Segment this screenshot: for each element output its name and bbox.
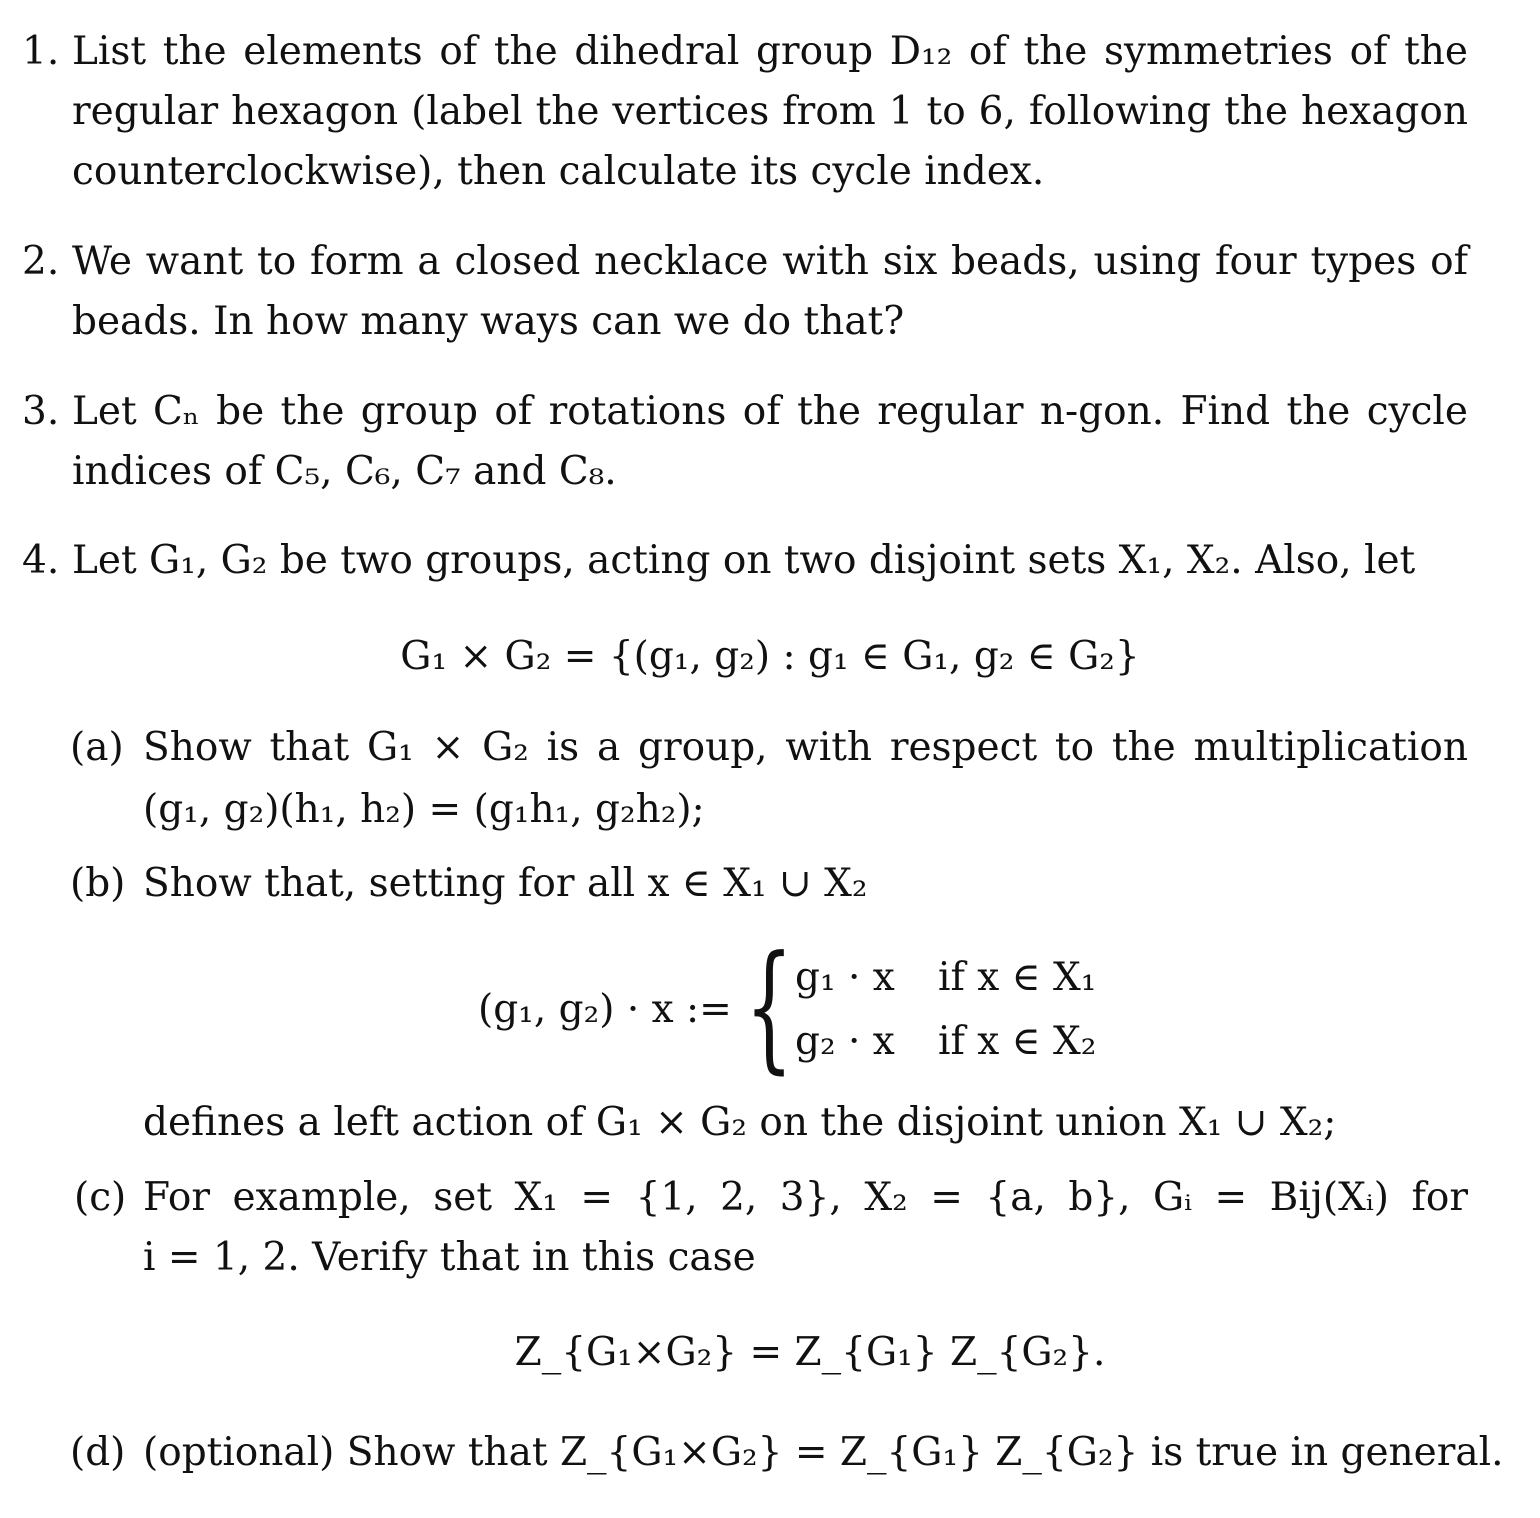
problem-4-line-1: Let G₁, G₂ be two groups, acting on two disjoint sets X₁, X₂. Also, let: [72, 538, 1416, 583]
problem-2-line-2: beads. In how many ways can we do that?: [72, 299, 905, 344]
problem-1-line-3: counterclockwise), then calculate its cycle index.: [72, 149, 1045, 194]
part-a-line-1: Show that G₁ × G₂ is a group, with respect to the multiplication: [143, 725, 1468, 770]
part-b-after: defines a left action of G₁ × G₂ on the disjoint union X₁ ∪ X₂;: [143, 1100, 1337, 1145]
part-c-line-1: For example, set X₁ = {1, 2, 3}, X₂ = {a, b}, Gᵢ = Bij(Xᵢ) for: [143, 1175, 1468, 1220]
problem-3-line-1: Let Cₙ be the group of rotations of the regular n-gon. Find the cycle: [72, 389, 1468, 434]
problem-3-number: 3.: [22, 389, 60, 434]
problem-1-number: 1.: [22, 29, 60, 74]
part-b-line-1: Show that, setting for all x ∈ X₁ ∪ X₂: [143, 861, 868, 906]
problem-2-line-1: We want to form a closed necklace with six beads, using four types of: [72, 239, 1468, 284]
piecewise-lhs: (g₁, g₂) · x :=: [478, 987, 732, 1032]
problem-4-display-equation: G₁ × G₂ = {(g₁, g₂) : g₁ ∈ G₁, g₂ ∈ G₂}: [400, 634, 1140, 679]
case-1-expression: g₁ · x: [795, 955, 895, 1000]
part-a-line-2: (g₁, g₂)(h₁, h₂) = (g₁h₁, g₂h₂);: [143, 787, 705, 832]
part-c-display-equation: Z_{G₁×G₂} = Z_{G₁} Z_{G₂}.: [514, 1330, 1106, 1375]
case-1-condition: if x ∈ X₁: [938, 955, 1097, 1000]
problem-4-number: 4.: [22, 538, 60, 583]
part-c-line-2: i = 1, 2. Verify that in this case: [143, 1235, 756, 1280]
problem-1-line-1: List the elements of the dihedral group D₁₂ of the symmetries of the: [72, 29, 1468, 74]
part-c-label: (c): [74, 1175, 127, 1220]
problem-1-line-2: regular hexagon (label the vertices from 1 to 6, following the hexagon: [72, 89, 1468, 134]
problem-2-number: 2.: [22, 239, 60, 284]
left-brace: {: [745, 926, 794, 1087]
part-d-line-1: (optional) Show that Z_{G₁×G₂} = Z_{G₁} Z_{G₂} is true in general.: [143, 1430, 1504, 1475]
part-d-label: (d): [70, 1430, 126, 1475]
problem-3-line-2: indices of C₅, C₆, C₇ and C₈.: [72, 449, 617, 494]
case-2-expression: g₂ · x: [795, 1019, 895, 1064]
case-2-condition: if x ∈ X₂: [938, 1019, 1097, 1064]
part-a-label: (a): [70, 725, 124, 770]
part-b-label: (b): [70, 861, 126, 906]
